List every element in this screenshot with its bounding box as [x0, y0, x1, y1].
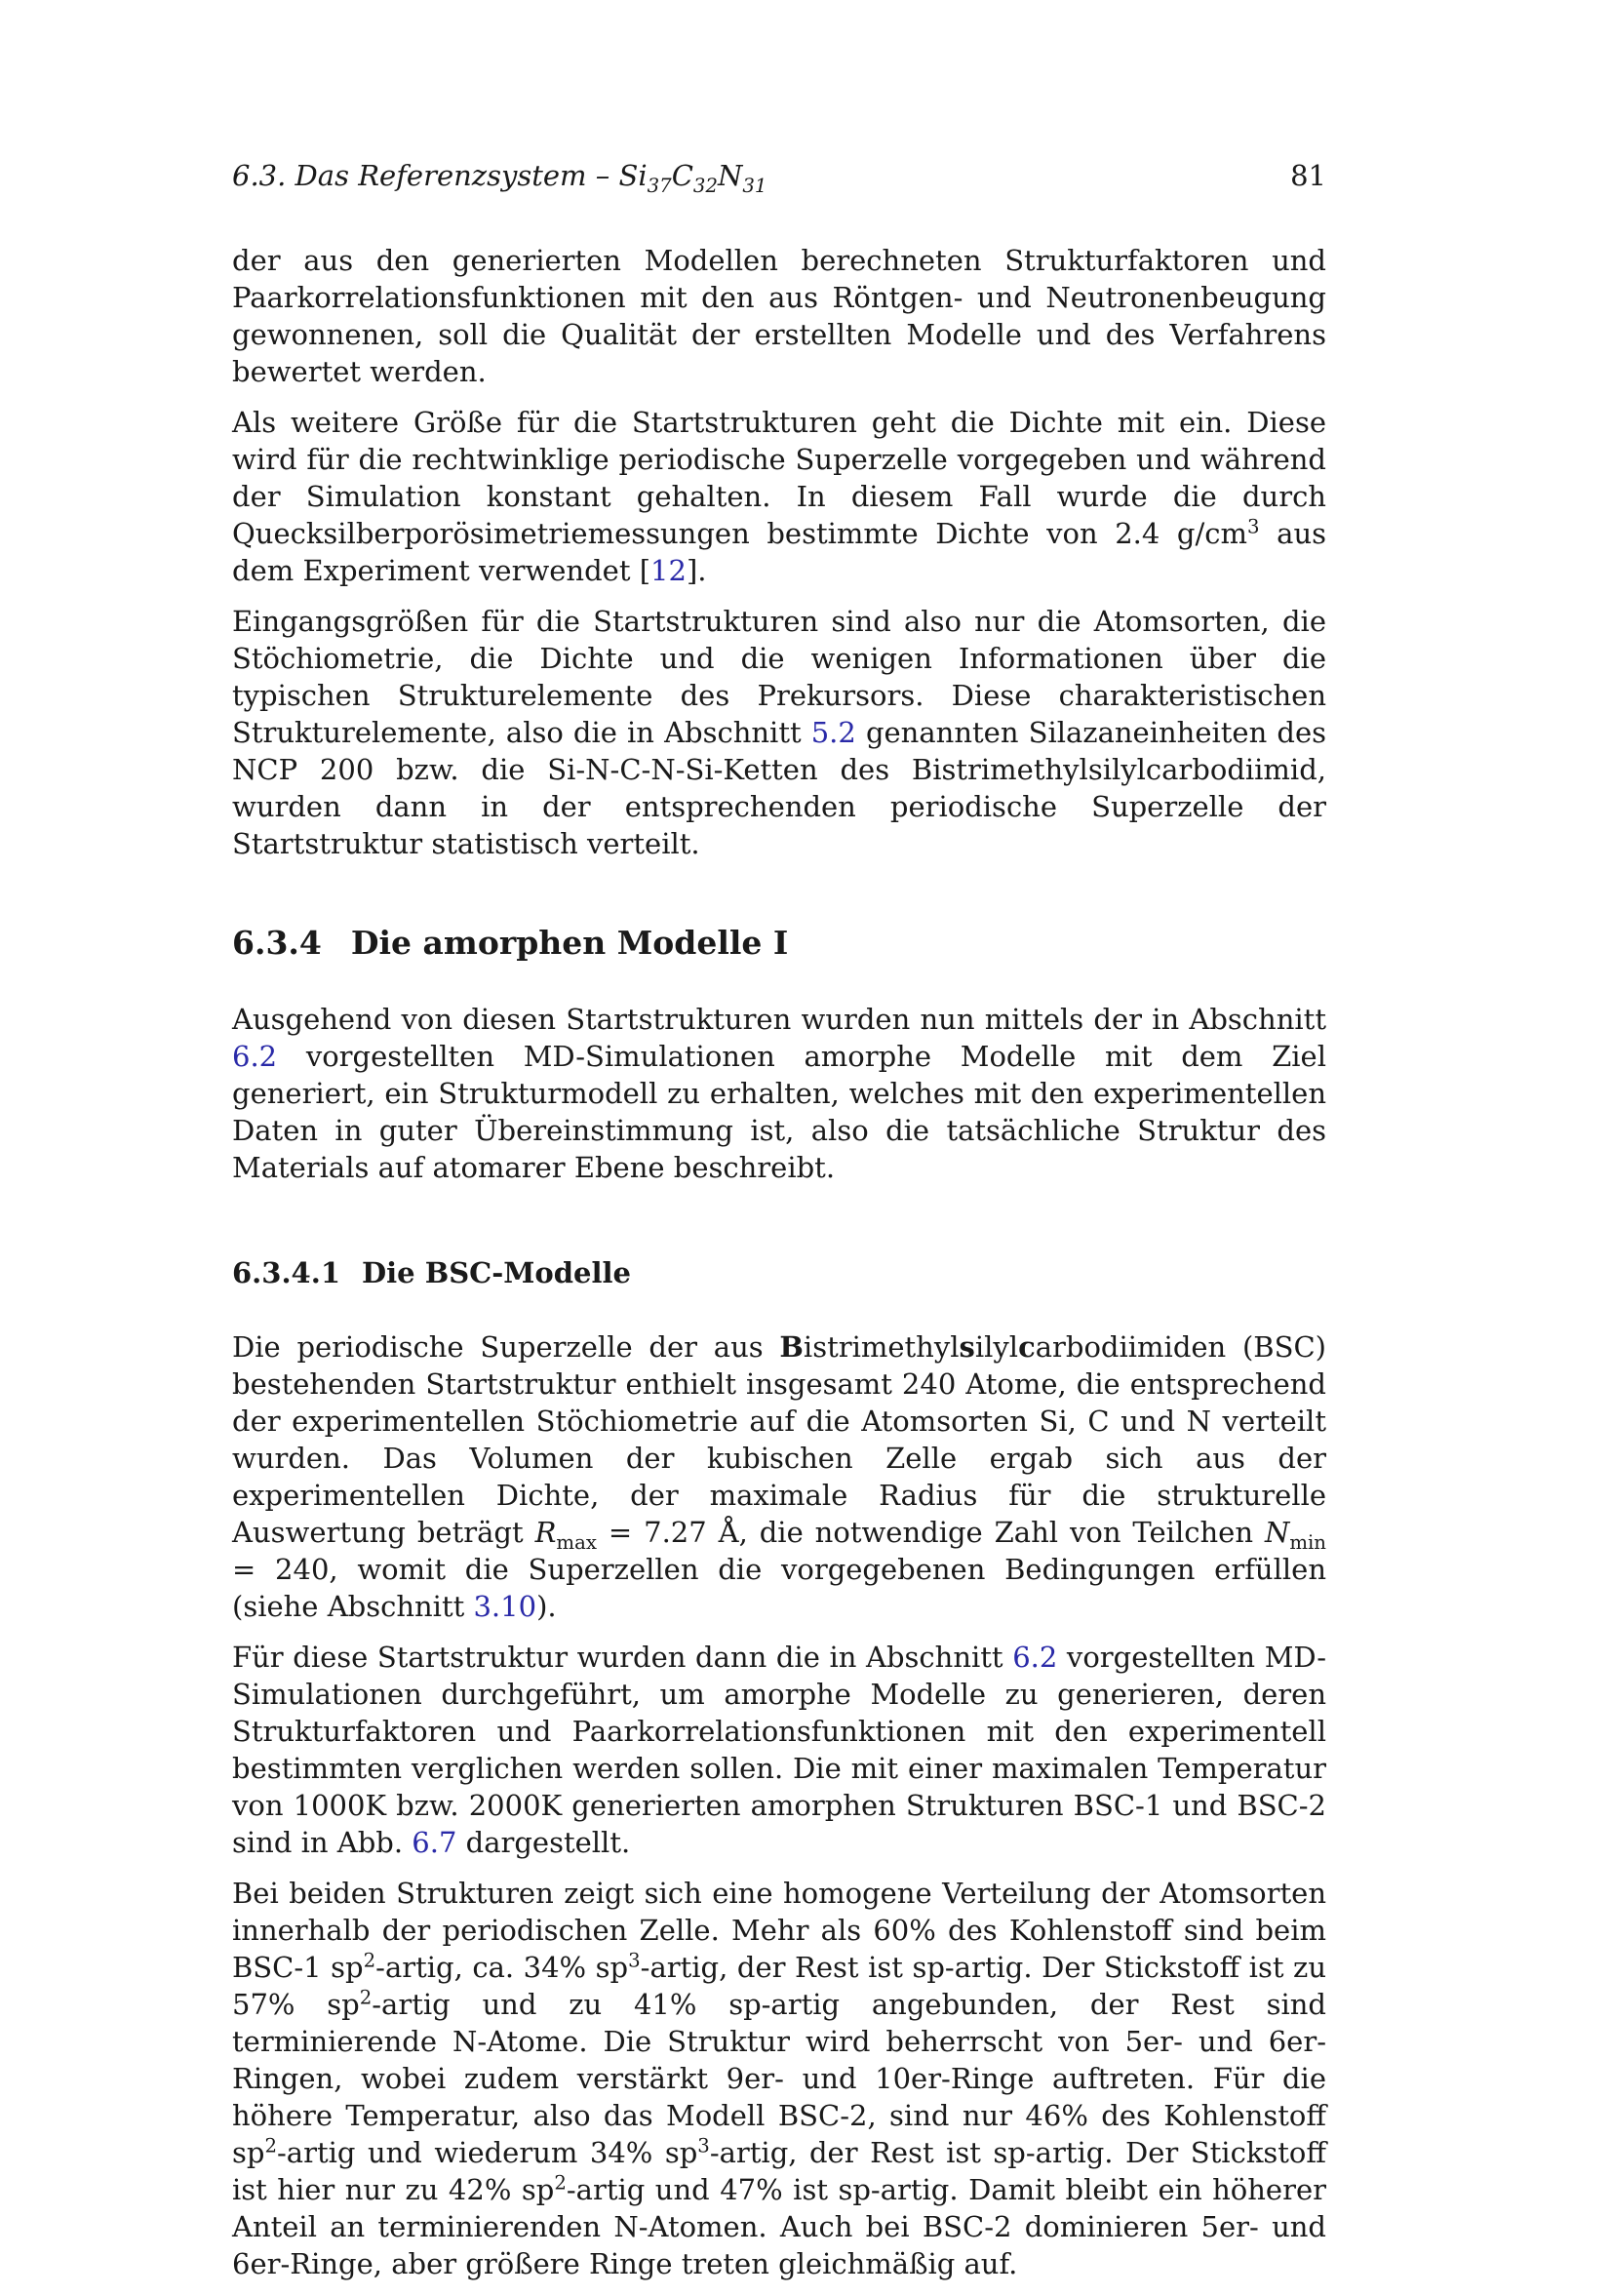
bold-letter-b: B	[779, 1330, 804, 1364]
paragraph-6-text-c: dargestellt.	[456, 1826, 631, 1859]
figure-link-6-7[interactable]: 6.7	[412, 1826, 457, 1859]
sp2-superscript-3: 2	[264, 2134, 277, 2157]
paragraph-2-text-a: Als weitere Größe für die Startstrukturen geht die Dichte mit ein. Diese wird für die rechtwinklige periodische Superzelle vorgegeben und während der Simulation konstant gehalten. In diesem Fall wurde die durch Quecksilberporösimetriemessungen bestimmte Dichte von 2.4 g/cm	[232, 406, 1326, 550]
section-link-6-2[interactable]: 6.2	[232, 1040, 278, 1073]
subsection-number: 6.3.4.1	[232, 1256, 341, 1289]
section-link-3-10[interactable]: 3.10	[473, 1590, 537, 1623]
paragraph-5-text-a4: arbodiimiden (BSC) bestehenden Startstruktur enthielt insgesamt 240 Atome, die entsprechend der experimentellen Stöchiometrie auf die Atomsorten Si, C und N verteilt wurden. Das Volumen der kubischen Zelle ergab sich aus der experimentellen Dichte, der maximale Radius für die strukturelle Auswertung beträgt	[232, 1330, 1326, 1549]
paragraph-2	[232, 404, 1326, 589]
paragraph-4-text-a: Ausgehend von diesen Startstrukturen wurden nun mittels der in Abschnitt	[232, 1003, 1326, 1036]
carbon-letter: C	[671, 159, 693, 192]
sp2-superscript-4: 2	[554, 2171, 567, 2195]
c-subscript: 32	[692, 174, 718, 197]
si-subscript: 37	[647, 174, 672, 197]
paragraph-3	[232, 603, 1326, 862]
cm3-superscript: 3	[1247, 515, 1260, 538]
paragraph-5-text-a2: istrimethyl	[803, 1330, 960, 1364]
section-link-6-2-b[interactable]: 6.2	[1012, 1641, 1058, 1674]
running-title-prefix: 6.3. Das Referenzsystem – Si	[232, 159, 648, 192]
section-title: Die amorphen Modelle I	[350, 924, 789, 962]
sp2-superscript-2: 2	[359, 1986, 373, 2009]
paragraph-2-text-b: aus dem Experiment verwendet [	[232, 517, 1326, 587]
paragraph-6-text-a: Für diese Startstruktur wurden dann die in Abschnitt	[232, 1641, 1013, 1674]
paragraph-5-text-a: Die periodische Superzelle der aus	[232, 1330, 780, 1364]
paragraph-7-text-a: Bei beiden Strukturen zeigt sich eine homogene Verteilung der Atomsorten innerhalb der periodischen Zelle. Mehr als 60% des Kohlenstoff sind beim BSC-1 sp	[232, 1877, 1326, 1984]
paragraph-7-text-f: -artig, der Rest ist sp-artig. Der Stickstoff ist hier nur zu 42% sp	[232, 2136, 1326, 2206]
nmin-symbol: N	[1264, 1516, 1290, 1549]
paragraph-4	[232, 1001, 1326, 1186]
sp3-superscript-1: 3	[628, 1949, 641, 1972]
bold-letter-s: s	[959, 1330, 975, 1364]
paragraph-1: der aus den generierten Modellen berechneten Strukturfaktoren und Paarkorrelationsfunktionen mit den aus Röntgen- und Neutronenbeugung gewonnenen, soll die Qualität der erstellten Modelle und des Verfahrens bewertet werden.	[232, 244, 1326, 388]
n-subscript: 31	[742, 174, 767, 197]
running-title	[232, 156, 767, 195]
rmax-symbol: R	[534, 1516, 557, 1549]
section-number: 6.3.4	[232, 924, 322, 962]
bold-letter-c: c	[1018, 1330, 1036, 1364]
nmin-value-text: = 240, womit die Superzellen die vorgegebenen Bedingungen erfüllen (siehe Abschnitt	[232, 1553, 1326, 1623]
paragraph-3-text-a: Eingangsgrößen für die Startstrukturen sind also nur die Atomsorten, die Stöchiometrie, die Dichte und die wenigen Informationen über die typischen Strukturelemente des Prekursors. Diese charakteristischen Strukturelemente, also die in Abschnitt	[232, 605, 1326, 749]
citation-link-12[interactable]: 12	[650, 554, 687, 587]
page	[232, 156, 1326, 2296]
rmax-value-text: = 7.27 Å, die notwendige Zahl von Teilchen	[596, 1516, 1265, 1549]
paragraph-4-text-b: vorgestellten MD-Simulationen amorphe Modelle mit dem Ziel generiert, ein Strukturmodell zu erhalten, welches mit den experimentellen Daten in guter Übereinstimmung ist, also die tatsächliche Struktur des Materials auf atomarer Ebene beschreibt.	[232, 1040, 1326, 1184]
paragraph-7-text-b: -artig, ca. 34% sp	[375, 1951, 629, 1984]
rmax-subscript: max	[556, 1530, 597, 1554]
page-number: 81	[1290, 159, 1326, 192]
running-header	[232, 156, 1326, 195]
nitrogen-letter: N	[717, 159, 743, 192]
sp3-superscript-2: 3	[697, 2134, 710, 2157]
sp2-superscript-1: 2	[363, 1949, 376, 1972]
section-heading-6-3-4	[232, 923, 1326, 964]
paragraph-6	[232, 1639, 1326, 1861]
paragraph-7-text-d: -artig und zu 41% sp-artig angebunden, der Rest sind terminierende N-Atome. Die Struktur wird beherrscht von 5er- und 6er-Ringen, wobei zudem verstärkt 9er- und 10er-Ringe auftreten. Für die höhere Temperatur, also das Modell BSC-2, sind nur 46% des Kohlenstoff sp	[232, 1988, 1326, 2169]
paragraph-7-text-g: -artig und 47% ist sp-artig. Damit bleibt ein höherer Anteil an terminierenden N-Atomen. Auch bei BSC-2 dominieren 5er- und 6er-Ringe, aber größere Ringe treten gleichmäßig auf.	[232, 2173, 1326, 2280]
section-link-5-2[interactable]: 5.2	[810, 716, 856, 749]
subsection-heading-6-3-4-1	[232, 1254, 1326, 1291]
paragraph-7-text-c: -artig, der Rest ist sp-artig. Der Stickstoff ist zu 57% sp	[232, 1951, 1326, 2021]
paragraph-5-text-a3: ilyl	[974, 1330, 1019, 1364]
paragraph-3-text-b: genannten Silazaneinheiten des NCP 200 bzw. die Si-N-C-N-Si-Ketten des Bistrimethylsilylcarbodiimid, wurden dann in der entsprechenden periodische Superzelle der Startstruktur statistisch verteilt.	[232, 716, 1326, 860]
paragraph-6-text-b: vorgestellten MD-Simulationen durchgeführt, um amorphe Modelle zu generieren, deren Strukturfaktoren und Paarkorrelationsfunktionen mit den experimentell bestimmten verglichen werden sollen. Die mit einer maximalen Temperatur von 1000K bzw. 2000K generierten amorphen Strukturen BSC-1 und BSC-2 sind in Abb.	[232, 1641, 1326, 1859]
paragraph-5	[232, 1328, 1326, 1625]
paragraph-5-end: ).	[536, 1590, 557, 1623]
paragraph-7	[232, 1875, 1326, 2282]
paragraph-7-text-e: -artig und wiederum 34% sp	[277, 2136, 698, 2169]
paragraph-2-text-c: ].	[686, 554, 707, 587]
subsection-title: Die BSC-Modelle	[362, 1256, 631, 1289]
nmin-subscript: min	[1289, 1530, 1326, 1554]
